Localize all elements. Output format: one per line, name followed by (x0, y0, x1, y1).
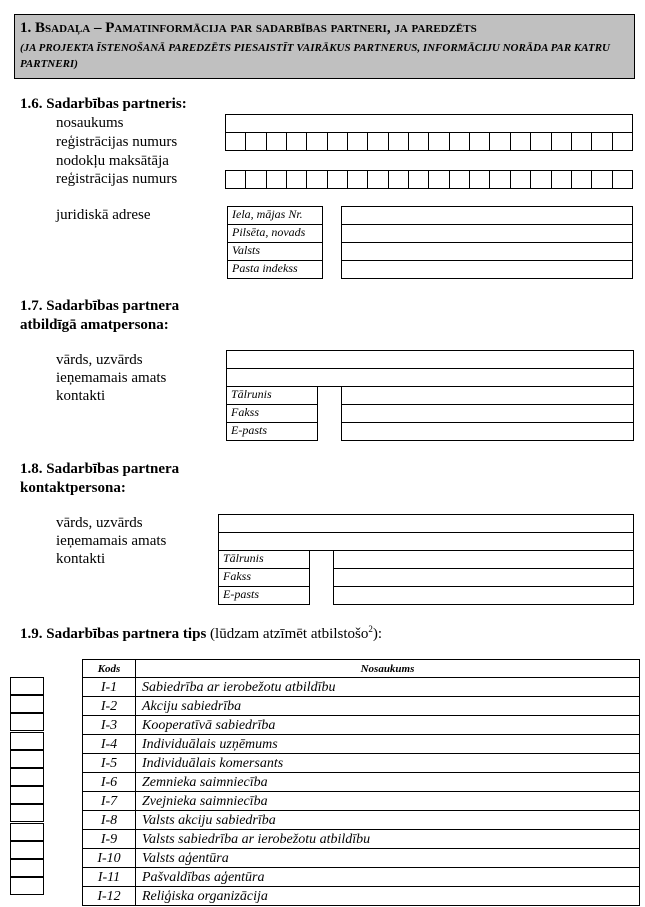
contact-fax-field[interactable] (333, 568, 634, 587)
type-name: Sabiedrība ar ierobežotu atbildību (136, 678, 640, 697)
heading-1-6: 1.6. Sadarbības partneris: (20, 96, 187, 112)
contact-name-field[interactable] (218, 514, 634, 533)
heading-1-9: 1.9. Sadarbības partnera tips (lūdzam atzīmēt atbilstošo$^2$): (20, 624, 382, 642)
partner-name-field[interactable] (225, 114, 633, 133)
addr-street-label: Iela, mājas Nr. (227, 206, 323, 225)
tax-label-line1: nodokļu maksātāja (56, 153, 169, 169)
char-box[interactable] (572, 171, 592, 188)
type-checkbox[interactable] (10, 713, 44, 731)
partner-name-label: nosaukums (56, 115, 124, 131)
type-name: Individuālais uzņēmums (136, 735, 640, 754)
addr-postal-label: Pasta indekss (227, 260, 323, 279)
table-row (83, 868, 640, 887)
table-row (83, 830, 640, 849)
official-fax-label: Fakss (226, 404, 318, 423)
contact-fax-label: Fakss (218, 568, 310, 587)
char-box[interactable] (511, 133, 531, 150)
char-box[interactable] (531, 133, 551, 150)
type-checkbox[interactable] (10, 677, 44, 695)
type-code: I-12 (83, 887, 136, 906)
contact-email-field[interactable] (333, 586, 634, 605)
type-code: I-7 (83, 792, 136, 811)
official-name-label: vārds, uzvārds (56, 352, 143, 368)
addr-street-field[interactable] (341, 206, 633, 225)
contact-contacts-label: kontakti (56, 551, 106, 567)
tax-reg-number-grid[interactable] (225, 170, 633, 189)
char-box[interactable] (592, 171, 612, 188)
char-box[interactable] (409, 133, 429, 150)
table-row (83, 716, 640, 735)
contact-position-field[interactable] (218, 532, 634, 551)
official-fax-field[interactable] (341, 404, 634, 423)
table-row (83, 678, 640, 697)
char-box[interactable] (552, 171, 572, 188)
char-box[interactable] (287, 171, 307, 188)
char-box[interactable] (267, 133, 287, 150)
type-name: Valsts sabiedrība ar ierobežotu atbildību (136, 830, 640, 849)
char-box[interactable] (531, 171, 551, 188)
char-box[interactable] (307, 133, 327, 150)
contact-email-label: E-pasts (218, 586, 310, 605)
type-checkbox[interactable] (10, 859, 44, 877)
char-box[interactable] (409, 171, 429, 188)
char-box[interactable] (368, 171, 388, 188)
char-box[interactable] (613, 171, 632, 188)
official-name-field[interactable] (226, 350, 634, 369)
reg-number-label: reģistrācijas numurs (56, 134, 178, 150)
char-box[interactable] (348, 171, 368, 188)
official-email-label: E-pasts (226, 422, 318, 441)
char-box[interactable] (490, 133, 510, 150)
char-box[interactable] (287, 133, 307, 150)
table-row (83, 849, 640, 868)
type-checkbox[interactable] (10, 804, 44, 822)
char-box[interactable] (552, 133, 572, 150)
table-row (83, 697, 640, 716)
type-name: Reliģiska organizācija (136, 887, 640, 906)
heading-1-8-line1: 1.8. Sadarbības partnera (20, 461, 180, 477)
reg-number-grid[interactable] (225, 132, 633, 151)
type-code: I-2 (83, 697, 136, 716)
official-phone-label: Tālrunis (226, 386, 318, 405)
char-box[interactable] (592, 133, 612, 150)
official-email-field[interactable] (341, 422, 634, 441)
official-position-field[interactable] (226, 368, 634, 387)
type-code: I-5 (83, 754, 136, 773)
char-box[interactable] (246, 171, 266, 188)
char-box[interactable] (613, 133, 632, 150)
heading-1-8-line2: kontaktpersona: (20, 480, 126, 496)
char-box[interactable] (226, 171, 246, 188)
partner-type-table (82, 659, 640, 906)
char-box[interactable] (389, 171, 409, 188)
table-row (83, 811, 640, 830)
char-box[interactable] (429, 171, 449, 188)
contact-phone-label: Tālrunis (218, 550, 310, 569)
char-box[interactable] (490, 171, 510, 188)
addr-city-label: Pilsēta, novads (227, 224, 323, 243)
type-checkbox[interactable] (10, 695, 44, 713)
section-title: 1. Bsadaļa – Pamatinformācija par sadarbības partneri, ja paredzēts (20, 20, 477, 36)
type-name: Individuālais komersants (136, 754, 640, 773)
addr-postal-field[interactable] (341, 260, 633, 279)
type-code: I-9 (83, 830, 136, 849)
addr-country-field[interactable] (341, 242, 633, 261)
char-box[interactable] (572, 133, 592, 150)
char-box[interactable] (307, 171, 327, 188)
char-box[interactable] (328, 171, 348, 188)
addr-country-label: Valsts (227, 242, 323, 261)
official-position-label: ieņemamais amats (56, 370, 167, 386)
char-box[interactable] (368, 133, 388, 150)
type-checkbox[interactable] (10, 732, 44, 750)
tax-label-line2: reģistrācijas numurs (56, 171, 178, 187)
type-code: I-11 (83, 868, 136, 887)
type-code: I-1 (83, 678, 136, 697)
official-phone-field[interactable] (341, 386, 634, 405)
col-code-header: Kods (83, 660, 136, 678)
table-row (83, 754, 640, 773)
table-row (83, 887, 640, 906)
type-checkbox[interactable] (10, 841, 44, 859)
contact-phone-field[interactable] (333, 550, 634, 569)
type-code: I-4 (83, 735, 136, 754)
type-checkbox[interactable] (10, 768, 44, 786)
type-checkbox[interactable] (10, 877, 44, 895)
legal-address-label: juridiskā adrese (56, 207, 151, 223)
contact-position-label: ieņemamais amats (56, 533, 167, 549)
char-box[interactable] (328, 133, 348, 150)
type-code: I-3 (83, 716, 136, 735)
heading-1-7-line1: 1.7. Sadarbības partnera (20, 298, 180, 314)
addr-city-field[interactable] (341, 224, 633, 243)
char-box[interactable] (450, 133, 470, 150)
section-subtitle: (JA PROJEKTA ĪSTENOŠANĀ PAREDZĒTS PIESAISTĪT VAIRĀKUS PARTNERUS, INFORMĀCIJU NORĀDA PAR KATRU PARTNERI) (20, 42, 610, 70)
char-box[interactable] (511, 171, 531, 188)
col-name-header: Nosaukums (136, 660, 640, 678)
heading-1-7-line2: atbildīgā amatpersona: (20, 317, 169, 333)
table-header-row (83, 660, 640, 678)
type-checkbox[interactable] (10, 786, 44, 804)
char-box[interactable] (246, 133, 266, 150)
char-box[interactable] (389, 133, 409, 150)
type-name: Kooperatīvā sabiedrība (136, 716, 640, 735)
char-box[interactable] (429, 133, 449, 150)
type-name: Valsts aģentūra (136, 849, 640, 868)
type-name: Valsts akciju sabiedrība (136, 811, 640, 830)
type-name: Zvejnieka saimniecība (136, 792, 640, 811)
official-contacts-label: kontakti (56, 388, 106, 404)
char-box[interactable] (348, 133, 368, 150)
char-box[interactable] (470, 133, 490, 150)
contact-name-label: vārds, uzvārds (56, 515, 143, 531)
table-row (83, 773, 640, 792)
type-code: I-8 (83, 811, 136, 830)
char-box[interactable] (226, 133, 246, 150)
table-row (83, 735, 640, 754)
type-name: Akciju sabiedrība (136, 697, 640, 716)
type-name: Pašvaldības aģentūra (136, 868, 640, 887)
type-checkbox[interactable] (10, 750, 44, 768)
type-checkbox[interactable] (10, 823, 44, 841)
type-name: Zemnieka saimniecība (136, 773, 640, 792)
char-box[interactable] (470, 171, 490, 188)
table-row (83, 792, 640, 811)
type-code: I-10 (83, 849, 136, 868)
type-code: I-6 (83, 773, 136, 792)
char-box[interactable] (450, 171, 470, 188)
char-box[interactable] (267, 171, 287, 188)
